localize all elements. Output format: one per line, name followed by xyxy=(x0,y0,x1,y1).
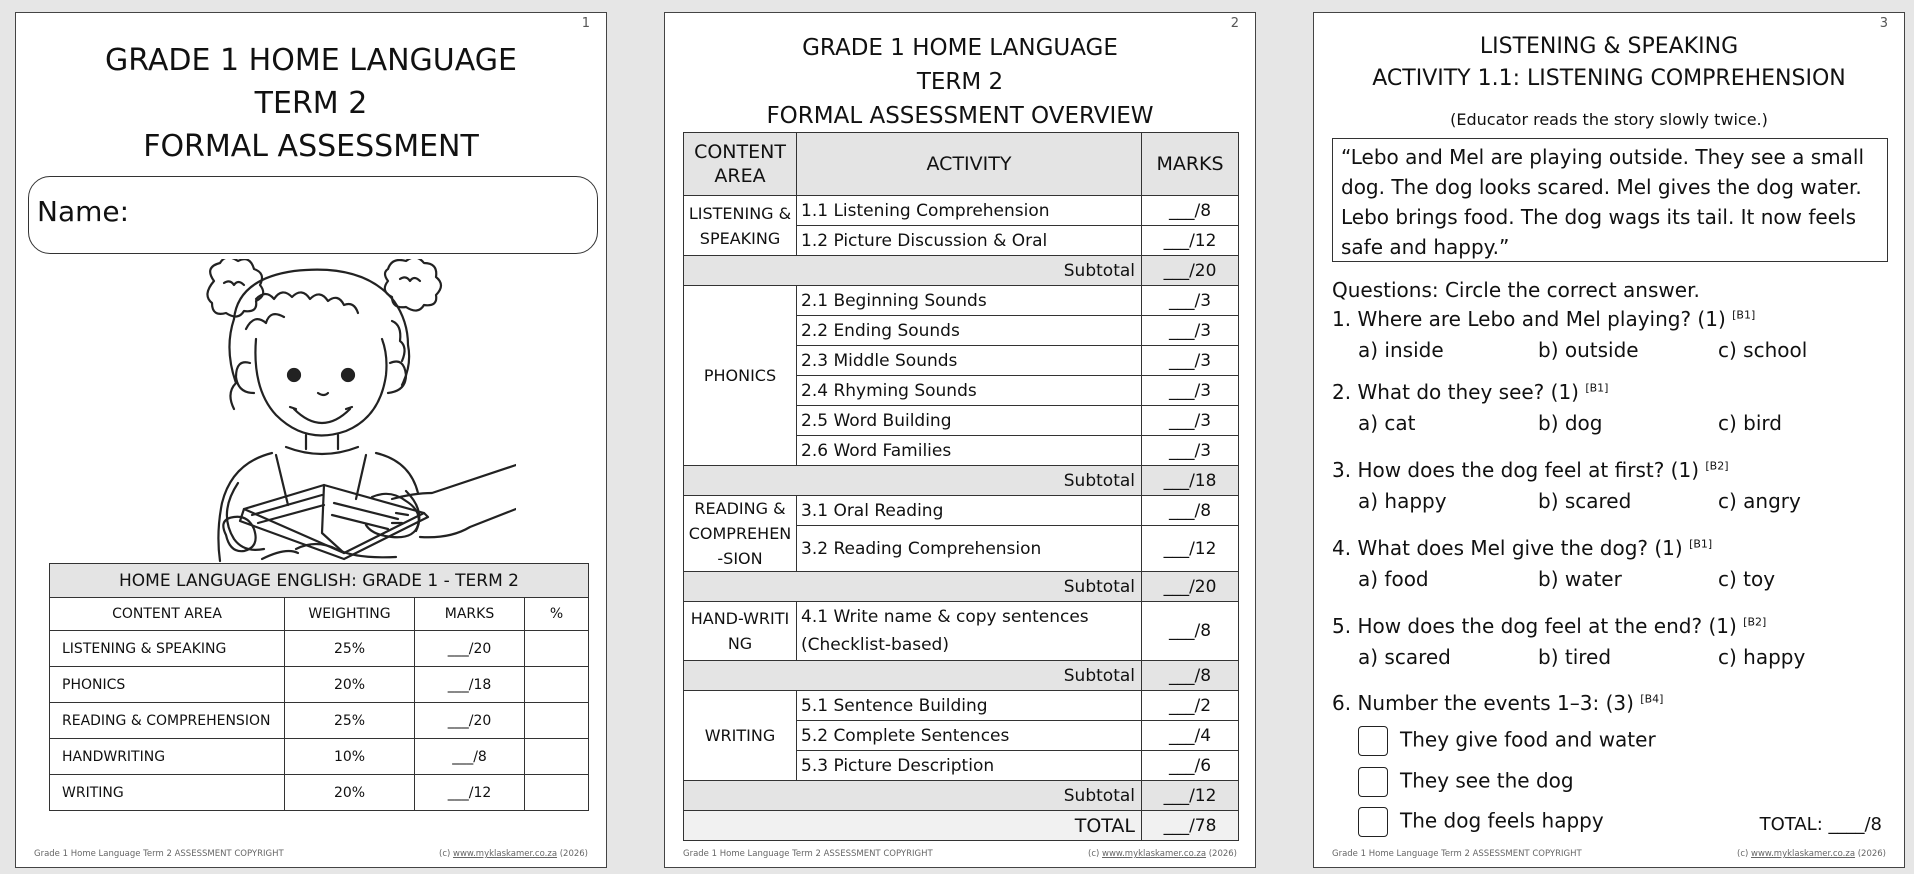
page-2 xyxy=(664,12,1256,868)
option-b[interactable]: b) water xyxy=(1538,567,1622,591)
content-area: READING & COMPREHENSION xyxy=(50,703,285,739)
footer-copyright: Grade 1 Home Language Term 2 ASSESSMENT COPYRIGHT xyxy=(34,849,284,859)
marks: ___/8 xyxy=(1142,496,1239,526)
weighting: 20% xyxy=(285,775,415,811)
event-checkbox[interactable] xyxy=(1358,807,1388,837)
marks: ___/3 xyxy=(1142,316,1239,346)
activity: 5.2 Complete Sentences xyxy=(797,721,1142,751)
table-row xyxy=(684,286,1239,316)
marks: ___/3 xyxy=(1142,376,1239,406)
subtotal-marks: ___/8 xyxy=(1142,661,1239,691)
page-3 xyxy=(1313,12,1905,868)
name-field[interactable] xyxy=(28,176,598,254)
footer-prefix: (c) xyxy=(1088,849,1103,859)
footer-copyright: Grade 1 Home Language Term 2 ASSESSMENT COPYRIGHT xyxy=(683,849,933,859)
option-c[interactable]: c) school xyxy=(1718,338,1808,362)
table-row xyxy=(50,775,589,811)
event-checkbox[interactable] xyxy=(1358,767,1388,797)
total-row xyxy=(684,811,1239,841)
table-row xyxy=(684,602,1239,661)
option-a[interactable]: a) scared xyxy=(1358,645,1451,669)
col-marks: MARKS xyxy=(1142,133,1239,196)
option-a[interactable]: a) inside xyxy=(1358,338,1444,362)
question-text: 1. Where are Lebo and Mel playing? (1) xyxy=(1332,307,1726,331)
option-b[interactable]: b) scared xyxy=(1538,489,1632,513)
option-a[interactable]: a) cat xyxy=(1358,411,1416,435)
subtotal-label: Subtotal xyxy=(684,256,1142,286)
subtotal-row xyxy=(684,466,1239,496)
table-row xyxy=(684,691,1239,721)
subtotal-marks: ___/20 xyxy=(1142,572,1239,602)
option-a[interactable]: a) happy xyxy=(1358,489,1447,513)
question-tag: [B2] xyxy=(1705,459,1729,473)
weighting: 20% xyxy=(285,667,415,703)
event-label: The dog feels happy xyxy=(1400,808,1604,833)
footer-link[interactable]: www.myklaskamer.co.za xyxy=(1751,849,1856,859)
questions-intro: Questions: Circle the correct answer. xyxy=(1332,278,1700,302)
title-line: GRADE 1 HOME LANGUAGE xyxy=(802,35,1118,61)
activity: 2.5 Word Building xyxy=(797,406,1142,436)
content-area: HANDWRITING xyxy=(50,739,285,775)
event-item xyxy=(1358,767,1574,797)
marks: ___/3 xyxy=(1142,346,1239,376)
activity: 2.6 Word Families xyxy=(797,436,1142,466)
subtotal-marks: ___/18 xyxy=(1142,466,1239,496)
col-percent: % xyxy=(525,598,589,631)
summary-caption: HOME LANGUAGE ENGLISH: GRADE 1 - TERM 2 xyxy=(50,564,589,598)
footer-credit xyxy=(1737,849,1886,859)
activity: 1.1 Listening Comprehension xyxy=(797,196,1142,226)
subtotal-label: Subtotal xyxy=(684,572,1142,602)
activity: 4.1 Write name & copy sentences (Checklist-based) xyxy=(797,602,1142,661)
content-area: HAND-WRITING xyxy=(684,602,797,661)
total-marks: ___/78 xyxy=(1142,811,1239,841)
footer-prefix: (c) xyxy=(439,849,454,859)
content-area: LISTENING & SPEAKING xyxy=(50,631,285,667)
activity: 5.1 Sentence Building xyxy=(797,691,1142,721)
activity: 5.3 Picture Description xyxy=(797,751,1142,781)
activity: 2.3 Middle Sounds xyxy=(797,346,1142,376)
subtotal-row xyxy=(684,572,1239,602)
title-line: FORMAL ASSESSMENT xyxy=(143,129,479,164)
subtotal-row xyxy=(684,781,1239,811)
question-text: 5. How does the dog feel at the end? (1) xyxy=(1332,614,1737,638)
table-row xyxy=(684,496,1239,526)
col-activity: ACTIVITY xyxy=(797,133,1142,196)
subtotal-row xyxy=(684,256,1239,286)
marks: ___/4 xyxy=(1142,721,1239,751)
table-row xyxy=(50,631,589,667)
content-area: WRITING xyxy=(684,691,797,781)
page-title xyxy=(1314,31,1904,95)
question-2 xyxy=(1332,380,1608,404)
percent-cell[interactable] xyxy=(525,667,589,703)
subtotal-label: Subtotal xyxy=(684,661,1142,691)
marks: ___/3 xyxy=(1142,436,1239,466)
overview-table xyxy=(683,132,1239,841)
col-content-area: CONTENT AREA xyxy=(684,133,797,196)
question-tag: [B1] xyxy=(1689,537,1713,551)
subtotal-label: Subtotal xyxy=(684,781,1142,811)
activity: 2.2 Ending Sounds xyxy=(797,316,1142,346)
question-text: 3. How does the dog feel at first? (1) xyxy=(1332,458,1700,482)
table-row xyxy=(684,196,1239,226)
question-1 xyxy=(1332,307,1755,331)
percent-cell[interactable] xyxy=(525,631,589,667)
question-tag: [B1] xyxy=(1732,308,1756,322)
percent-cell[interactable] xyxy=(525,739,589,775)
marks: ___/18 xyxy=(415,667,525,703)
content-area: PHONICS xyxy=(50,667,285,703)
col-marks: MARKS xyxy=(415,598,525,631)
table-row xyxy=(50,667,589,703)
question-5 xyxy=(1332,614,1766,638)
option-b[interactable]: b) tired xyxy=(1538,645,1612,669)
activity: 2.1 Beginning Sounds xyxy=(797,286,1142,316)
activity: 1.2 Picture Discussion & Oral xyxy=(797,226,1142,256)
marks: ___/6 xyxy=(1142,751,1239,781)
marks: ___/8 xyxy=(1142,196,1239,226)
col-weighting: WEIGHTING xyxy=(285,598,415,631)
activity: 3.2 Reading Comprehension xyxy=(797,526,1142,572)
option-a[interactable]: a) food xyxy=(1358,567,1429,591)
page-title xyxy=(665,31,1255,133)
footer-copyright: Grade 1 Home Language Term 2 ASSESSMENT COPYRIGHT xyxy=(1332,849,1582,859)
event-checkbox[interactable] xyxy=(1358,726,1388,756)
event-item xyxy=(1358,807,1604,837)
summary-table xyxy=(49,563,589,811)
subtotal-label: Subtotal xyxy=(684,466,1142,496)
question-6 xyxy=(1332,691,1663,715)
name-label: Name: xyxy=(37,195,130,228)
marks: ___/8 xyxy=(415,739,525,775)
subtotal-marks: ___/12 xyxy=(1142,781,1239,811)
weighting: 10% xyxy=(285,739,415,775)
content-area: READING & COMPREHEN-SION xyxy=(684,496,797,572)
subtotal-row xyxy=(684,661,1239,691)
title-line: TERM 2 xyxy=(254,86,368,121)
content-area: PHONICS xyxy=(684,286,797,466)
question-4 xyxy=(1332,536,1712,560)
title-line: FORMAL ASSESSMENT OVERVIEW xyxy=(766,103,1154,129)
educator-instruction: (Educator reads the story slowly twice.) xyxy=(1450,110,1768,129)
marks: ___/2 xyxy=(1142,691,1239,721)
option-c[interactable]: c) happy xyxy=(1718,645,1806,669)
marks: ___/3 xyxy=(1142,406,1239,436)
content-area: LISTENING & SPEAKING xyxy=(684,196,797,256)
activity: 2.4 Rhyming Sounds xyxy=(797,376,1142,406)
page-1 xyxy=(15,12,607,868)
col-content-area: CONTENT AREA xyxy=(50,598,285,631)
percent-cell[interactable] xyxy=(525,703,589,739)
total-score: TOTAL: ____/8 xyxy=(1759,814,1882,835)
page-number: 2 xyxy=(1230,16,1239,31)
weighting: 25% xyxy=(285,703,415,739)
activity: 3.1 Oral Reading xyxy=(797,496,1142,526)
title-line: TERM 2 xyxy=(916,69,1004,95)
footer-prefix: (c) xyxy=(1737,849,1752,859)
subtotal-marks: ___/20 xyxy=(1142,256,1239,286)
question-tag: [B4] xyxy=(1640,692,1664,706)
title-line: GRADE 1 HOME LANGUAGE xyxy=(105,43,517,78)
page-number: 3 xyxy=(1879,16,1888,31)
table-row xyxy=(50,739,589,775)
footer-link[interactable]: www.myklaskamer.co.za xyxy=(1102,849,1207,859)
option-b[interactable]: b) outside xyxy=(1538,338,1639,362)
option-c[interactable]: c) bird xyxy=(1718,411,1782,435)
percent-cell[interactable] xyxy=(525,775,589,811)
weighting: 25% xyxy=(285,631,415,667)
footer-credit xyxy=(1088,849,1237,859)
marks: ___/12 xyxy=(415,775,525,811)
marks: ___/12 xyxy=(1142,226,1239,256)
content-area: WRITING xyxy=(50,775,285,811)
footer-link[interactable]: www.myklaskamer.co.za xyxy=(453,849,558,859)
title-line: ACTIVITY 1.1: LISTENING COMPREHENSION xyxy=(1372,66,1846,91)
event-item xyxy=(1358,726,1656,756)
option-c[interactable]: c) toy xyxy=(1718,567,1776,591)
question-text: 6. Number the events 1–3: (3) xyxy=(1332,691,1634,715)
title-line: LISTENING & SPEAKING xyxy=(1479,34,1739,59)
marks: ___/20 xyxy=(415,703,525,739)
event-label: They give food and water xyxy=(1400,727,1656,752)
marks: ___/8 xyxy=(1142,602,1239,661)
total-label: TOTAL xyxy=(684,811,1142,841)
option-c[interactable]: c) angry xyxy=(1718,489,1801,513)
girl-reading-illustration xyxy=(166,259,516,563)
event-label: They see the dog xyxy=(1400,768,1574,793)
story-box: “Lebo and Mel are playing outside. They see a small dog. The dog looks scared. Mel gives the dog water. Lebo brings food. The dog wags its tail. It now feels safe and happy.” xyxy=(1332,138,1888,262)
footer-credit xyxy=(439,849,588,859)
footer-suffix: (2026) xyxy=(1206,849,1237,859)
question-text: 4. What does Mel give the dog? (1) xyxy=(1332,536,1683,560)
page-number: 1 xyxy=(581,16,590,31)
marks: ___/3 xyxy=(1142,286,1239,316)
question-tag: [B1] xyxy=(1585,381,1609,395)
marks: ___/12 xyxy=(1142,526,1239,572)
question-text: 2. What do they see? (1) xyxy=(1332,380,1579,404)
footer-suffix: (2026) xyxy=(557,849,588,859)
footer-suffix: (2026) xyxy=(1855,849,1886,859)
question-3 xyxy=(1332,458,1729,482)
page-title xyxy=(16,39,606,168)
marks: ___/20 xyxy=(415,631,525,667)
option-b[interactable]: b) dog xyxy=(1538,411,1603,435)
table-row xyxy=(50,703,589,739)
question-tag: [B2] xyxy=(1743,615,1767,629)
